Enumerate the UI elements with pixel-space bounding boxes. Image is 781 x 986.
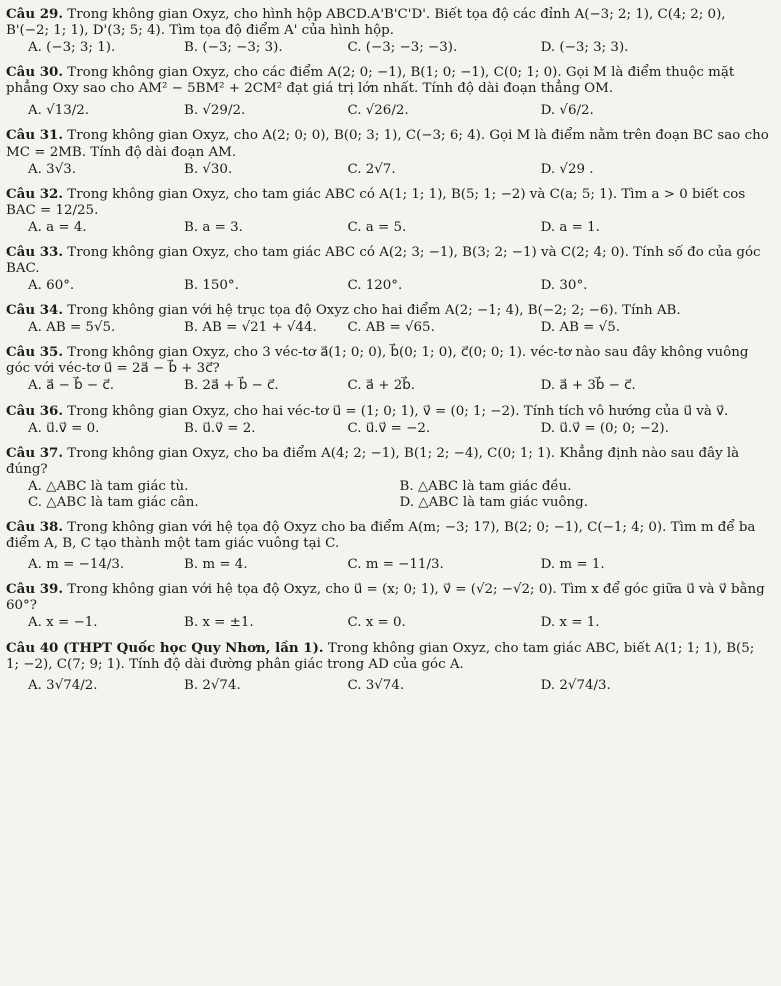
option-d[interactable]: D. △ABC là tam giác vuông.	[399, 494, 588, 510]
option-c[interactable]: C. a = 5.	[347, 219, 407, 235]
option-c[interactable]: C. △ABC là tam giác cân.	[28, 494, 199, 510]
option-c[interactable]: C. 3√74.	[347, 677, 405, 693]
options	[6, 678, 771, 694]
question-number: Câu 34.	[6, 302, 64, 319]
question-32	[6, 186, 771, 236]
option-a[interactable]: A. a⃗ − b⃗ − c⃗.	[28, 378, 114, 394]
option-b[interactable]: B. √29/2.	[184, 103, 246, 119]
option-b[interactable]: B. x = ±1.	[184, 615, 254, 631]
question-number: Câu 31.	[6, 127, 64, 144]
option-a[interactable]: A. 60°.	[28, 278, 75, 294]
question-36	[6, 403, 771, 437]
question-stem: Trong không gian Oxyz, cho A(2; 0; 0), B(0; 3; 1), C(−3; 6; 4). Gọi M là điểm nằm trên đoạn BC sao cho MC = 2MB. Tính độ dài đoạn AM.	[6, 128, 769, 160]
question-stem: Trong không gian Oxyz, cho ba điểm A(4; 2; −1), B(1; 2; −4), C(0; 1; 1). Khẳng định nào sau đây là đúng?	[6, 445, 740, 477]
option-a[interactable]: A. △ABC là tam giác tù.	[28, 478, 189, 494]
option-c[interactable]: C. u⃗.v⃗ = −2.	[347, 420, 431, 436]
question-stem: Trong không gian Oxyz, cho tam giác ABC, biết A(1; 1; 1), B(5; 1; −2), C(7; 9; 1). Tính độ dài đường phân giác trong AD của góc A.	[6, 640, 755, 672]
question-30	[6, 64, 771, 119]
question-stem: Trong không gian Oxyz, cho tam giác ABC có A(1; 1; 1), B(5; 1; −2) và C(a; 5; 1). Tìm a > 0 biết cos BAC = 12/25.	[6, 186, 746, 218]
option-a[interactable]: A. a = 4.	[28, 219, 87, 235]
option-d[interactable]: D. u⃗.v⃗ = (0; 0; −2).	[540, 420, 669, 436]
question-35	[6, 344, 771, 394]
option-d[interactable]: D. a⃗ + 3b⃗ − c⃗.	[540, 378, 636, 394]
options	[6, 278, 771, 294]
option-a[interactable]: A. 3√74/2.	[28, 677, 98, 693]
option-c[interactable]: C. 2√7.	[347, 161, 396, 177]
option-b[interactable]: B. AB = √21 + √44.	[184, 320, 317, 336]
question-number: Câu 39.	[6, 581, 64, 598]
option-d[interactable]: D. 30°.	[540, 278, 588, 294]
option-a[interactable]: A. x = −1.	[28, 615, 98, 631]
options	[6, 557, 771, 573]
options	[6, 162, 771, 178]
question-37	[6, 445, 771, 511]
option-b[interactable]: B. △ABC là tam giác đều.	[399, 478, 572, 494]
option-c[interactable]: C. AB = √65.	[347, 320, 435, 336]
option-d[interactable]: D. √29 .	[540, 161, 594, 177]
option-d[interactable]: D. x = 1.	[540, 615, 600, 631]
option-b[interactable]: B. 150°.	[184, 278, 239, 294]
option-c[interactable]: C. √26/2.	[347, 103, 409, 119]
option-a[interactable]: A. 3√3.	[28, 161, 77, 177]
question-29	[6, 6, 771, 56]
option-a[interactable]: A. u⃗.v⃗ = 0.	[28, 420, 100, 436]
question-39	[6, 581, 771, 631]
option-d[interactable]: D. m = 1.	[540, 557, 605, 573]
option-a[interactable]: A. m = −14/3.	[28, 557, 125, 573]
option-b[interactable]: B. 2a⃗ + b⃗ − c⃗.	[184, 378, 279, 394]
question-stem: Trong không gian với hệ tọa độ Oxyz, cho u⃗ = (x; 0; 1), v⃗ = (√2; −√2; 0). Tìm x để góc giữa u⃗ và v⃗ bằng 60°?	[6, 582, 765, 614]
option-b[interactable]: B. 2√74.	[184, 677, 241, 693]
question-number: Câu 30.	[6, 64, 64, 81]
options	[6, 320, 771, 336]
option-d[interactable]: D. √6/2.	[540, 103, 594, 119]
option-b[interactable]: B. a = 3.	[184, 219, 243, 235]
question-38	[6, 519, 771, 573]
question-number: Câu 35.	[6, 344, 64, 361]
option-a[interactable]: A. √13/2.	[28, 103, 90, 119]
options	[6, 220, 771, 236]
question-33	[6, 244, 771, 294]
options	[6, 378, 771, 394]
question-34	[6, 302, 771, 336]
option-d[interactable]: D. (−3; 3; 3).	[540, 40, 629, 56]
options	[6, 103, 771, 119]
question-number: Câu 38.	[6, 519, 64, 536]
option-d[interactable]: D. 2√74/3.	[540, 677, 611, 693]
option-a[interactable]: A. AB = 5√5.	[28, 320, 116, 336]
option-a[interactable]: A. (−3; 3; 1).	[28, 40, 116, 56]
options	[6, 615, 771, 631]
question-stem: Trong không gian Oxyz, cho 3 véc-tơ a⃗(1; 0; 0), b⃗(0; 1; 0), c⃗(0; 0; 1). véc-tơ nào sau đây không vuông góc với véc-tơ u⃗ = 2a⃗ − b⃗ + 3c⃗?	[6, 345, 749, 377]
question-stem: Trong không gian với hệ tọa độ Oxyz cho ba điểm A(m; −3; 17), B(2; 0; −1), C(−1; 4; 0). Tìm m để ba điểm A, B, C tạo thành một tam giác vuông tại C.	[6, 520, 756, 552]
question-stem: Trong không gian với hệ trục tọa độ Oxyz cho hai điểm A(2; −1; 4), B(−2; 2; −6). Tính AB.	[67, 303, 681, 319]
option-c[interactable]: C. m = −11/3.	[347, 557, 444, 573]
options	[6, 421, 771, 437]
options	[6, 40, 771, 56]
option-c[interactable]: C. a⃗ + 2b⃗.	[347, 378, 415, 394]
option-c[interactable]: C. x = 0.	[347, 615, 406, 631]
question-number: Câu 29.	[6, 6, 64, 22]
question-stem: Trong không gian Oxyz, cho hai véc-tơ u⃗ = (1; 0; 1), v⃗ = (0; 1; −2). Tính tích vô hướng của u⃗ và v⃗.	[67, 403, 729, 419]
question-number: Câu 36.	[6, 402, 64, 419]
option-c[interactable]: C. (−3; −3; −3).	[347, 40, 458, 56]
option-d[interactable]: D. a = 1.	[540, 219, 600, 235]
option-c[interactable]: C. 120°.	[347, 278, 403, 294]
option-b[interactable]: B. (−3; −3; 3).	[184, 40, 283, 56]
option-b[interactable]: B. √30.	[184, 161, 233, 177]
question-stem: Trong không gian Oxyz, cho hình hộp ABCD.A'B'C'D'. Biết tọa độ các đỉnh A(−3; 2; 1), C(4; 2; 0), B'(−2; 1; 1), D'(3; 5; 4). Tìm tọa độ điểm A' của hình hộp.	[6, 7, 726, 39]
question-number: Câu 40 (THPT Quốc học Quy Nhơn, lần 1).	[6, 639, 324, 656]
question-40	[6, 640, 771, 694]
question-number: Câu 32.	[6, 185, 64, 202]
question-31	[6, 127, 771, 177]
options	[6, 479, 771, 511]
option-b[interactable]: B. u⃗.v⃗ = 2.	[184, 420, 256, 436]
question-stem: Trong không gian Oxyz, cho tam giác ABC có A(2; 3; −1), B(3; 2; −1) và C(2; 4; 0). Tính số đo của góc BAC.	[6, 244, 761, 277]
option-d[interactable]: D. AB = √5.	[540, 320, 620, 336]
question-number: Câu 33.	[6, 243, 64, 260]
question-number: Câu 37.	[6, 444, 64, 461]
question-stem: Trong không gian Oxyz, cho các điểm A(2; 0; −1), B(1; 0; −1), C(0; 1; 0). Gọi M là điểm thuộc mặt phẳng Oxy sao cho AM² − 5BM² + 2CM² đạt giá trị lớn nhất. Tính độ dài đoạn thẳng OM.	[6, 65, 735, 97]
option-b[interactable]: B. m = 4.	[184, 557, 248, 573]
